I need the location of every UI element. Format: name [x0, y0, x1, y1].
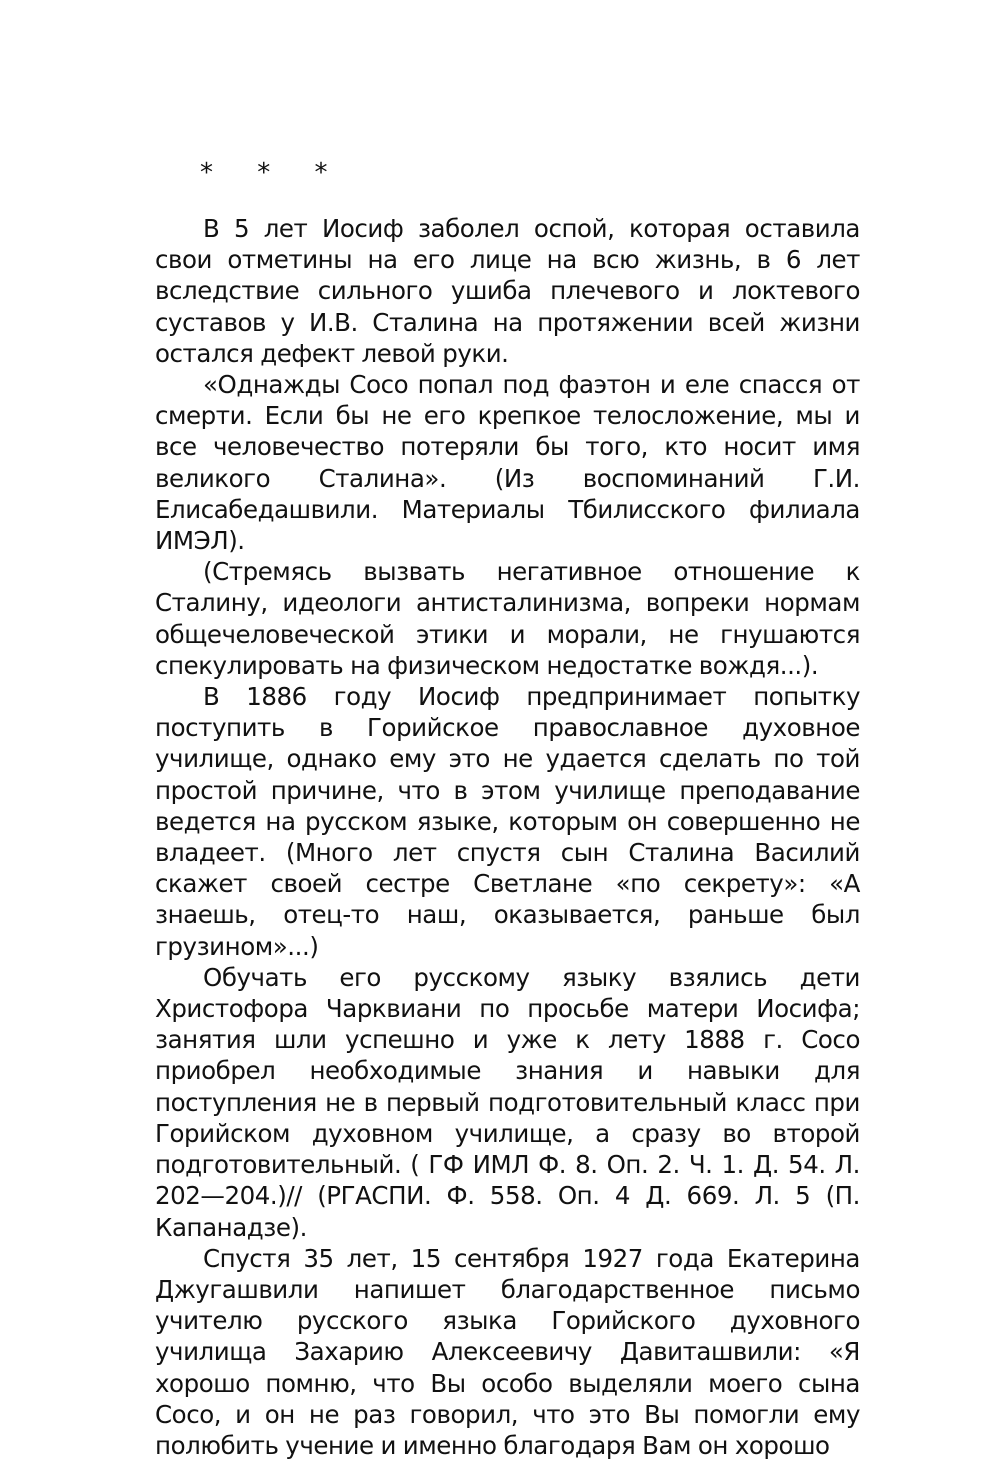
paragraph-antistalinism-note: (Стремясь вызвать негативное отношение к Сталину, идеологи антисталинизма, вопреки нормам общечеловеческой этики и морали, не гнушаются спекулировать на физическом недостатке вождя...).: [155, 557, 860, 680]
body-text: [155, 213, 860, 1461]
paragraph-letter-1927: Спустя 35 лет, 15 сентября 1927 года Екатерина Джугашвили напишет благодарственное письмо учителю русского языка Горийского духовного училища Захарию Алексеевичу Давиташвили: «Я хорошо помню, что Вы особо выделяли моего сына Сосо, и он не раз говорил, что это Вы помогли ему полюбить учение и именно благодаря Вам он хорошо: [155, 1243, 860, 1460]
section-separator: * * *: [200, 158, 346, 188]
paragraph-phaeton-quote: «Однажды Сосо попал под фаэтон и еле спасся от смерти. Если бы не его крепкое телосложение, мы и все человечество потеряли бы того, кто носит имя великого Сталина». (Из воспоминаний Г.И. Елисабедашвили. Материалы Тбилисского филиала ИМЭЛ).: [155, 370, 860, 556]
paragraph-smallpox: В 5 лет Иосиф заболел оспой, которая оставила свои отметины на его лице на всю жизнь, в 6 лет вследствие сильного ушиба плечевого и локтевого суставов у И.В. Сталина на протяжении всей жизни остался дефект левой руки.: [155, 214, 860, 368]
paragraph-gori-school-1886: В 1886 году Иосиф предпринимает попытку поступить в Горийское православное духовное училище, однако ему это не удается сделать по той простой причине, что в этом училище преподавание ведется на русском языке, которым он совершенно не владеет. (Много лет спустя сын Сталина Василий скажет своей сестре Светлане «по секрету»: «А знаешь, отец-то наш, оказывается, раньше был грузином»...): [155, 682, 860, 961]
paragraph-russian-lessons: Обучать его русскому языку взялись дети Христофора Чарквиани по просьбе матери Иосифа; занятия шли успешно и уже к лету 1888 г. Сосо приобрел необходимые знания и навыки для поступления не в первый подготовительный класс при Горийском духовном училище, а сразу во второй подготовительный. ( ГФ ИМЛ Ф. 8. Оп. 2. Ч. 1. Д. 54. Л. 202—204.)// (РГАСПИ. Ф. 558. Оп. 4 Д. 669. Л. 5 (П. Капанадзе).: [155, 962, 860, 1242]
